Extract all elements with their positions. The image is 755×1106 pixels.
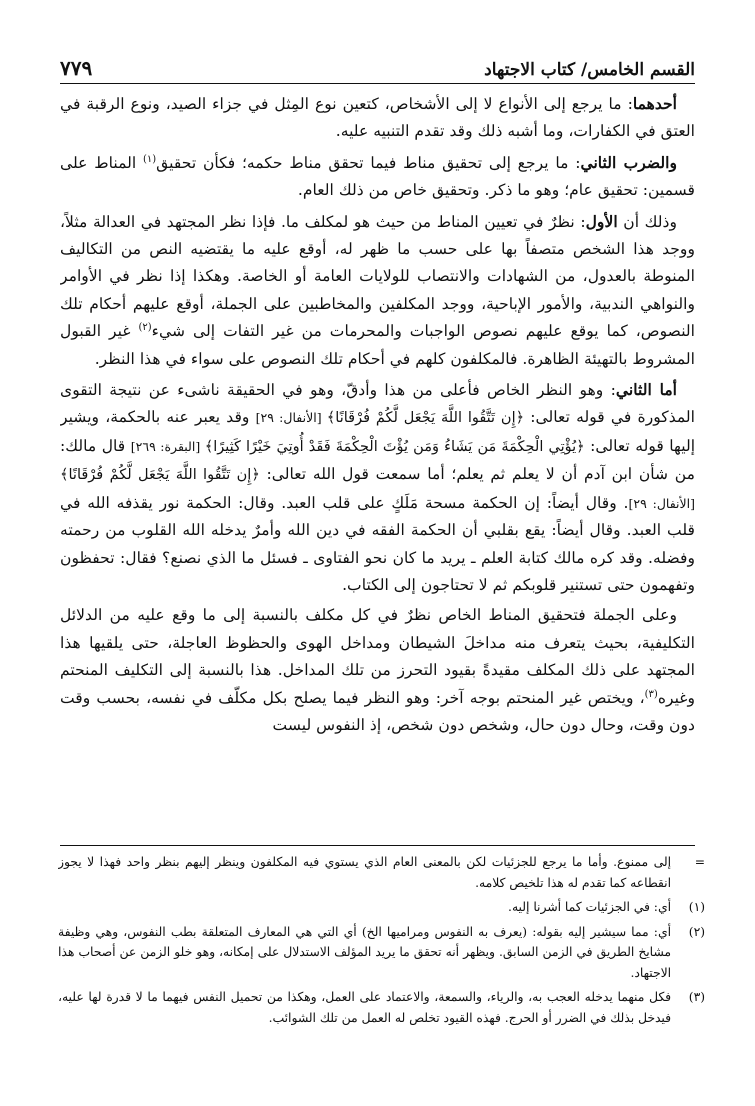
paragraph-text: : نظرٌ في تعيين المناط من حيث هو لمكلف ما. فإذا نظر المجتهد في العدالة مثلاً، ووجد هذا الشخص متصفاً بها على حسب ما ظهر له، أوقع عليه ما يقتضيه النص من التكاليف المنوطة بالعدول، من الشهادات والانتصاب للولايات العامة أو الخاصة. وهكذا إذا نظر في الأوامر والنواهي الندبية، والأمور الإباحية، ووجد المكلفين والمخاطبين على الجملة، أوقع عليهم أحكام تلك النصوص، كما يوقع عليهم نصوص الواجبات والمحرمات من غير التفات إلى شيء bbox=[60, 212, 695, 341]
paragraph-3 bbox=[60, 208, 695, 373]
footnote-text: أي: مما سيشير إليه بقوله: (يعرف به النفوس ومراميها الخ) أي التي هي المعارف المتعلقة بطب النفوس، وهي وظيفة مشايخ الطريق في الزمن السابق. ويظهر أنه تحقق ما يريد المؤلف الاستدلال على إمكانه، وهو خلو الزمن عن أصحاب هذا الاجتهاد. bbox=[58, 924, 671, 980]
paragraph-text: : ما يرجع إلى تحقيق مناط فيما تحقق مناط حكمه؛ فكأن تحقيق bbox=[156, 153, 581, 172]
quran-verse: ﴿إِن تَتَّقُوا اللَّهَ يَجْعَل لَّكُمْ فُرْقَانًا﴾ bbox=[60, 467, 260, 484]
paragraph-1 bbox=[60, 90, 695, 146]
page-number: ٧٧٩ bbox=[60, 56, 93, 80]
footnote-mark: (٣) bbox=[688, 990, 705, 1004]
footnote-ref[interactable]: (٣) bbox=[644, 688, 658, 700]
footnote-text: أي: في الجزئيات كما أشرنا إليه. bbox=[508, 900, 671, 914]
footnote bbox=[58, 897, 705, 918]
paragraph-text: وقد يعبر عنه بالحكمة، ويشير إليها قوله تعالى: bbox=[60, 408, 695, 455]
paragraph-text: وذلك أن bbox=[617, 212, 677, 231]
paragraph-lead: والضرب الثاني bbox=[580, 152, 678, 172]
footnote-mark: = bbox=[694, 855, 705, 869]
paragraph-text: المناط على قسمين: تحقيق عام؛ وهو ما ذكر. وتحقيق خاص من ذلك العام. bbox=[60, 153, 695, 200]
paragraph-text: قال مالك: من شأن ابن آدم أن لا يعلم ثم يعلم؛ أما سمعت قول الله تعالى: bbox=[60, 436, 695, 484]
paragraph-text: : وهو النظر الخاص فأعلى من هذا وأدقّ، وهو في الحقيقة ناشىء عن نتيجة التقوى المذكورة في قوله تعالى: bbox=[60, 381, 695, 427]
paragraph-text: وعلى الجملة فتحقيق المناط الخاص نظرٌ في كل مكلف بالنسبة إلى ما وقع عليه من الدلائل التكليفية، بحيث يتعرف منه مداخلَ الشيطان ومداخل الهوى والحظوظ العاجلة، حتى يلقيها هذا المجتهد على ذلك المكلف مقيدةً بقيود التحرز من تلك المداخل. هذا بالنسبة إلى التكليف المنحتم وغيره bbox=[60, 606, 695, 707]
chapter-title: القسم الخامس/ كتاب الاجتهاد bbox=[484, 60, 695, 80]
footnote bbox=[58, 987, 705, 1028]
paragraph-5 bbox=[60, 602, 695, 739]
footnote bbox=[58, 852, 705, 893]
verse-reference: [الأنفال: ٢٩] bbox=[628, 495, 695, 511]
paragraph-2 bbox=[60, 149, 695, 205]
paragraph-lead: الأول bbox=[585, 211, 618, 231]
footnote-text: فكل منهما يدخله العجب به، والرياء، والسمعة، والاعتماد على العمل، وهكذا من تحميل النفس فيهما ما لا قدرة لها عليه، فيدخل بذلك في الضرر أو الحرج. فهذه القيود تخلص له العمل من تلك الشوائب. bbox=[58, 990, 671, 1025]
quran-verse: ﴿إِن تَتَّقُوا اللَّهَ يَجْعَل لَّكُمْ فُرْقَانًا﴾ bbox=[326, 410, 525, 427]
footnote bbox=[58, 922, 705, 984]
running-header bbox=[60, 52, 695, 84]
paragraph-text: ، ويختص غير المنحتم بوجه آخر: وهو النظر فيما يصلح بكل مكلّف في نفسه، بحسب وقت دون وقت، وحال دون حال، وشخص دون شخص، إذ النفوس ليست bbox=[60, 688, 695, 734]
footnote-mark: (٢) bbox=[688, 924, 705, 939]
paragraph-text: . وقال أيضاً: إن الحكمة مسحة مَلَكٍ على قلب العبد. وقال: الحكمة نور يقذفه الله في قلب العبد. وقال أيضاً: يقع بقلبي أن الحكمة الفقه في دين الله وأمرٌ يدخله الله القلوب من رحمته وفضله. وقد كره مالك كتابة العلم ـ يريد ما كان نحو الفتاوى ـ فسئل ما الذي نصنع؟ فقال: تحفظون وتفهمون حتى تستنير قلوبكم ثم لا تحتاجون إلى الكتاب. bbox=[60, 493, 695, 594]
paragraph-text: غير القبول المشروط بالتهيئة الظاهرة. فالمكلفون كلهم في أحكام تلك النصوص على سواء في هذا النظر. bbox=[60, 322, 695, 368]
main-text bbox=[60, 90, 695, 830]
quran-verse: ﴿يُؤْتِي الْحِكْمَةَ مَن يَشَاءُ وَمَن يُؤْتَ الْحِكْمَةَ فَقَدْ أُوتِيَ خَيْرًا كَثِيرًا﴾ bbox=[204, 438, 585, 455]
paragraph-4 bbox=[60, 376, 695, 599]
footnote-ref[interactable]: (٢) bbox=[138, 322, 152, 334]
paragraph-lead: أما الثاني bbox=[615, 380, 677, 400]
paragraph-text: : ما يرجع إلى الأنواع لا إلى الأشخاص، كتعين نوع المِثل في جزاء الصيد، ونوع الرقبة في العتق في الكفارات، وما أشبه ذلك وقد تقدم التنبيه عليه. bbox=[60, 95, 695, 141]
footnote-divider bbox=[60, 845, 695, 846]
verse-reference: [البقرة: ٢٦٩] bbox=[130, 438, 205, 454]
paragraph-lead: أحدهما bbox=[632, 94, 677, 113]
footnotes bbox=[58, 852, 705, 1092]
footnote-ref[interactable]: (١) bbox=[142, 153, 157, 165]
footnote-mark: (١) bbox=[688, 900, 705, 914]
footnote-text: إلى ممنوع. وأما ما يرجع للجزئيات لكن بالمعنى العام الذي يستوي فيه المكلفون وينظر إليهم بنظر واحد فهذا لا يجوز انقطاعه كما تقدم له هذا تلخيص كلامه. bbox=[58, 855, 671, 890]
verse-reference: [الأنفال: ٢٩] bbox=[255, 410, 327, 426]
